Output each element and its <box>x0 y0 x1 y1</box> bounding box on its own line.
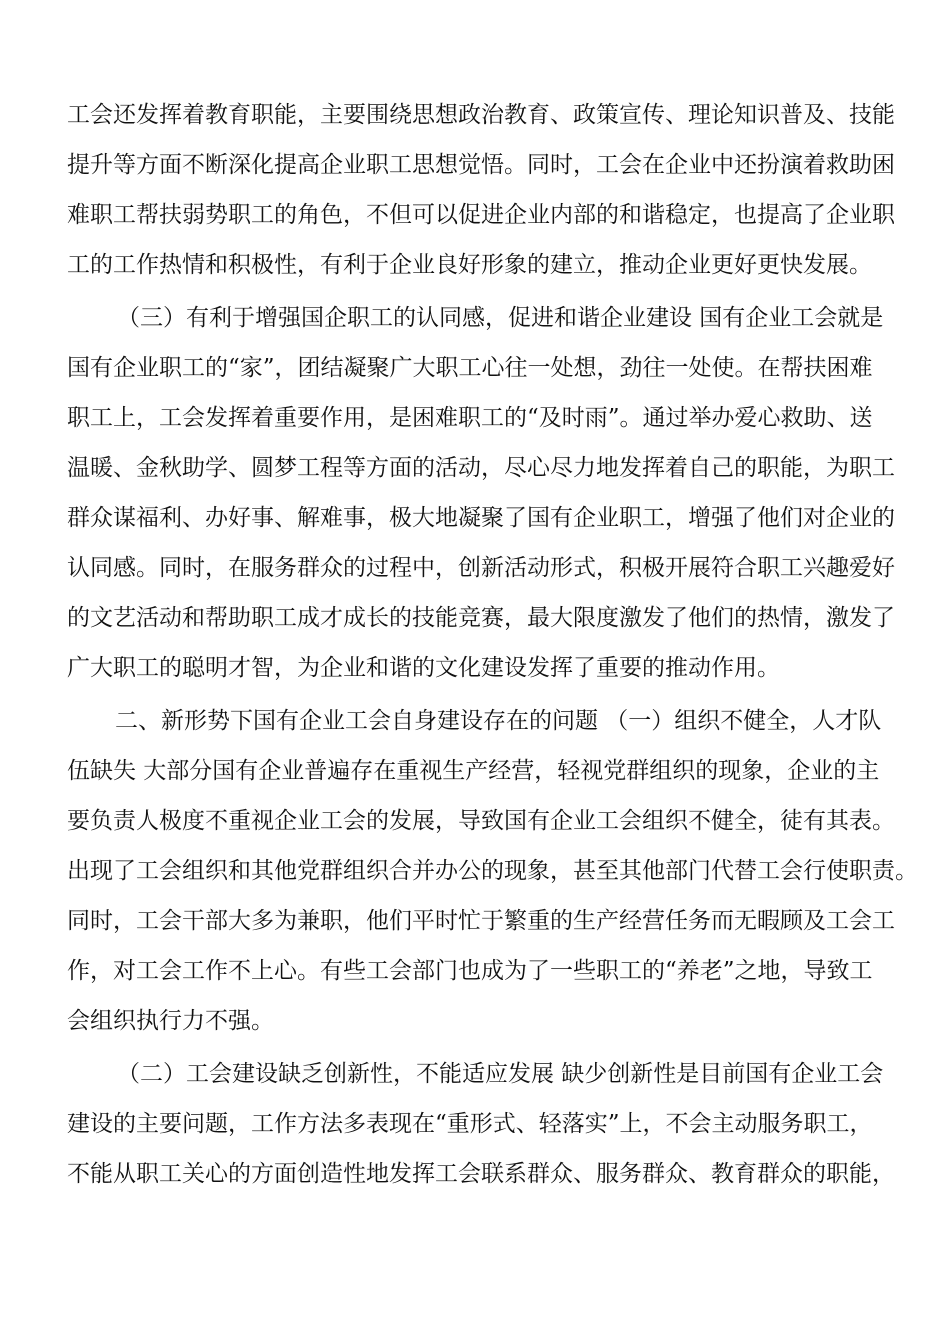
text-line-21: 建设的主要问题，工作方法多表现在“重形式、轻落实”上，不会主动服务职工， <box>67 1111 873 1137</box>
text-line-8: 温暖、金秋助学、圆梦工程等方面的活动，尽心尽力地发挥着自己的职能，为职工 <box>67 455 895 481</box>
text-line-3: 难职工帮扶弱势职工的角色，不但可以促进企业内部的和谐稳定，也提高了企业职 <box>67 202 895 228</box>
text-line-22: 不能从职工关心的方面创造性地发挥工会联系群众、服务群众、教育群众的职能， <box>67 1161 895 1187</box>
text-line-1: 工会还发挥着教育职能，主要围绕思想政治教育、政策宣传、理论知识普及、技能 <box>67 102 895 128</box>
text-line-17: 同时，工会干部大多为兼职，他们平时忙于繁重的生产经营任务而无暇顾及工会工 <box>67 908 895 934</box>
text-line-14: 伍缺失 大部分国有企业普遍存在重视生产经营，轻视党群组织的现象，企业的主 <box>67 758 880 784</box>
text-line-11: 的文艺活动和帮助职工成才成长的技能竞赛，最大限度激发了他们的热情，激发了 <box>67 605 895 631</box>
text-line-18: 作，对工会工作不上心。有些工会部门也成为了一些职工的“养老”之地，导致工 <box>67 958 873 984</box>
text-line-12: 广大职工的聪明才智，为企业和谐的文化建设发挥了重要的推动作用。 <box>67 655 780 681</box>
text-line-13: 二、新形势下国有企业工会自身建设存在的问题 （一）组织不健全，人才队 <box>115 708 882 734</box>
text-line-19: 会组织执行力不强。 <box>67 1008 274 1034</box>
text-line-7: 职工上，工会发挥着重要作用，是困难职工的“及时雨”。通过举办爱心救助、送 <box>67 405 873 431</box>
text-line-5: （三）有利于增强国企职工的认同感，促进和谐企业建设 国有企业工会就是 <box>117 305 884 331</box>
text-line-2: 提升等方面不断深化提高企业职工思想觉悟。同时，工会在企业中还扮演着救助困 <box>67 152 895 178</box>
text-line-6: 国有企业职工的“家”，团结凝聚广大职工心往一处想，劲往一处使。在帮扶困难 <box>67 355 873 381</box>
text-line-20: （二）工会建设缺乏创新性，不能适应发展 缺少创新性是目前国有企业工会 <box>117 1061 884 1087</box>
text-line-15: 要负责人极度不重视企业工会的发展，导致国有企业工会组织不健全，徒有其表。 <box>67 808 895 834</box>
text-line-16: 出现了工会组织和其他党群组织合并办公的现象，甚至其他部门代替工会行使职责。 <box>67 858 918 884</box>
text-line-4: 工的工作热情和积极性，有利于企业良好形象的建立，推动企业更好更快发展。 <box>67 252 872 278</box>
text-line-10: 认同感。同时，在服务群众的过程中，创新活动形式，积极开展符合职工兴趣爱好 <box>67 555 895 581</box>
text-line-9: 群众谋福利、办好事、解难事，极大地凝聚了国有企业职工，增强了他们对企业的 <box>67 505 895 531</box>
